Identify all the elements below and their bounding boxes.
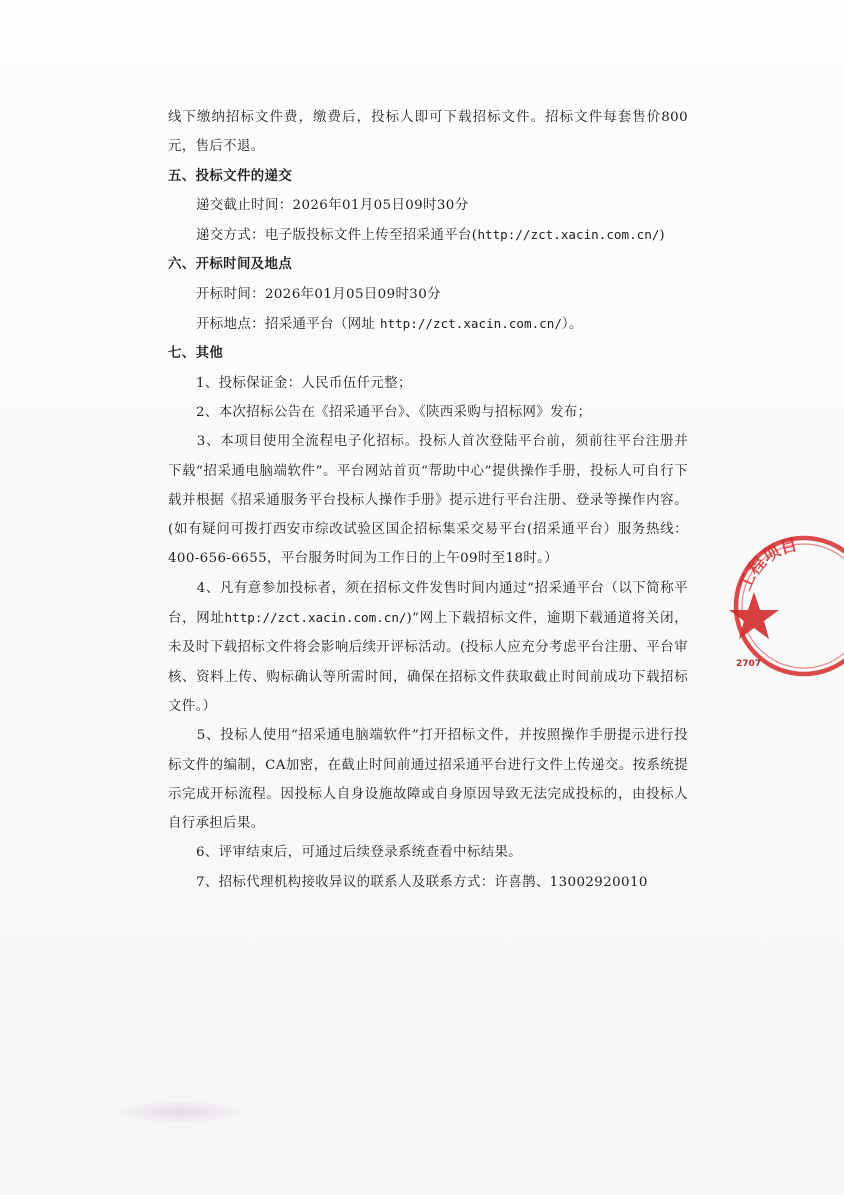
opening-location-end: ）。 [561, 317, 583, 333]
opening-location [168, 309, 688, 339]
paragraph-fee: 线下缴纳招标文件费，缴费后，投标人即可下载招标文件。招标文件每套售价800元，售后不退。 [168, 110, 688, 155]
submission-method-label: 递交方式：电子版投标文件上传至招采通平台( [196, 228, 478, 244]
item-5: 5、投标人使用“招采通电脑端软件”打开招标文件，并按照操作手册提示进行投标文件的编制，CA加密，在截止时间前通过招采通平台进行文件上传递交。按系统提示完成开标流程。因投标人自身设施故障或自身原因导致无法完成投标的，由投标人自行承担后果。 [168, 728, 688, 832]
opening-url: http://zct.xacin.com.cn/ [379, 316, 562, 332]
section-6-title: 六、开标时间及地点 [168, 256, 293, 273]
svg-text:工程项目 [735, 535, 799, 594]
opening-location-label: 开标地点：招采通平台（网址 [196, 317, 380, 333]
section-5-title: 五、投标文件的递交 [168, 167, 293, 184]
item-4-part-b: )”网上下载招标文件，逾期下载通道将关闭，未及时下载招标文件将会影响后续开评标活动。(投标人应充分考虑平台注册、平台审核、资料上传、购标确认等所需时间，确保在招标文件获取截止时间前成功下载招标文件。） [168, 611, 688, 714]
item-2: 2、本次招标公告在《招采通平台》、《陕西采购与招标网》发布； [196, 404, 592, 420]
submission-url: http://zct.xacin.com.cn/ [477, 227, 660, 243]
official-seal [724, 524, 844, 684]
item-6: 6、评审结束后，可通过后续登录系统查看中标结果。 [196, 845, 523, 861]
opening-time: 开标时间：2026年01月05日09时30分 [196, 286, 441, 302]
seal-graphic [724, 524, 844, 684]
submission-method [168, 220, 688, 250]
submission-method-end: ) [659, 228, 666, 244]
document-body [168, 103, 688, 897]
section-7-title: 七、其他 [168, 345, 224, 362]
item-3: 3、本项目使用全流程电子化招标。投标人首次登陆平台前，须前往平台注册并下载“招采通电脑端软件”。平台网站首页“帮助中心”提供操作手册，投标人可自行下载并根据《招采通服务平台投标人操作手册》提示进行平台注册、登录等操作内容。(如有疑问可拨打西安市综改试验区国企招标集采交易平台(招采通平台）服务热线：400-656-6655，平台服务时间为工作日的上午09时至18时。） [168, 434, 688, 567]
item-4-part-a: 4、凡有意参加投标者，须在招标文件发售时间内通过“招采通平台（以下简称平台，网址 [168, 580, 688, 627]
scan-smudge [110, 1100, 250, 1124]
item-1: 1、投标保证金：人民币伍仟元整； [196, 375, 412, 391]
seal-bottom-text: 2707 [736, 659, 762, 669]
submission-deadline: 递交截止时间：2026年01月05日09时30分 [196, 197, 469, 213]
item-4-url: http://zct.xacin.com.cn/ [224, 610, 407, 626]
item-7: 7、招标代理机构接收异议的联系人及联系方式：许喜鹊、13002920010 [196, 874, 648, 890]
item-4 [168, 574, 688, 721]
seal-top-text: 工程项目 [735, 535, 800, 594]
